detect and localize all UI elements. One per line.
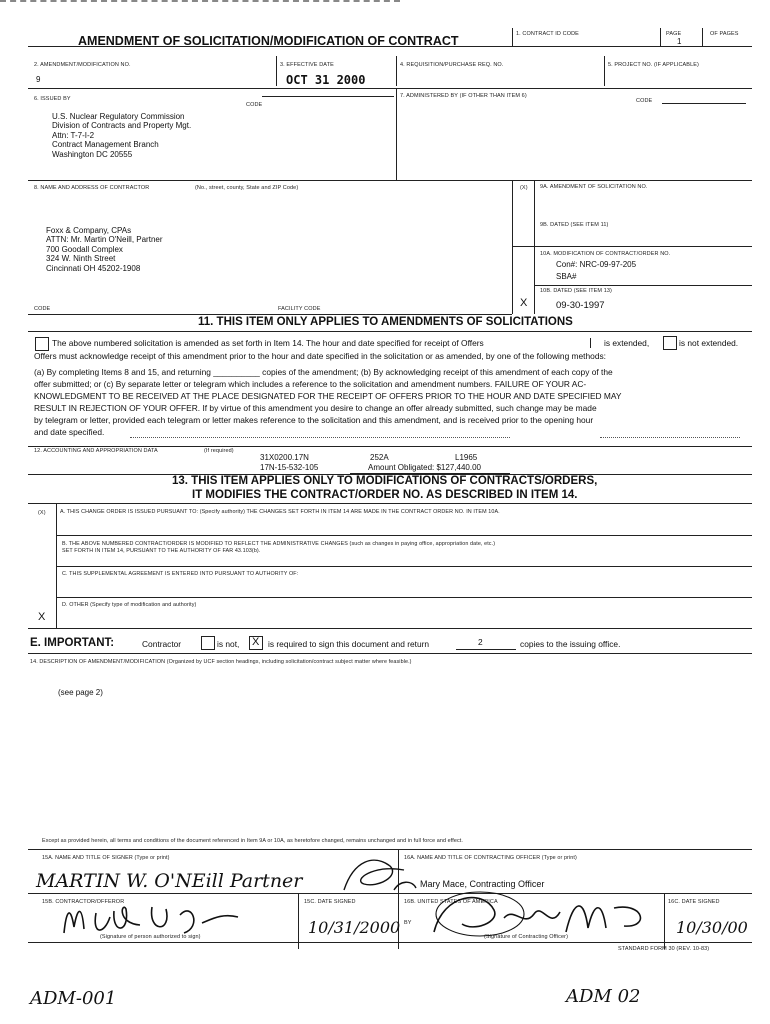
- item-10a-label: 10A. MODIFICATION OF CONTRACT/ORDER NO.: [540, 251, 671, 257]
- date-15c: 10/31/2000: [308, 918, 401, 937]
- sig-caption-b: (Signature of Contracting Officer): [484, 934, 569, 940]
- scan-artifact: [0, 0, 400, 6]
- item13-a: A. THIS CHANGE ORDER IS ISSUED PURSUANT TO: (Specify authority) THE CHANGES SET FORTH IN ITEM 14 ARE MADE IN THE CONTRACT ORDER NO. IN ITEM 10A.: [60, 509, 500, 515]
- adm-left: ADM-001: [30, 988, 117, 1009]
- item13-b-line1: B. THE ABOVE NUMBERED CONTRACT/ORDER IS MODIFIED TO REFLECT THE ADMINISTRATIVE CHANGES (such as changes in paying office, appropriation date, etc.): [62, 541, 496, 547]
- item16b-label: 16B. UNITED STATES OF AMERICA: [404, 899, 498, 905]
- effective-date: OCT 31 2000: [286, 73, 366, 87]
- effective-date-label: 3. EFFECTIVE DATE: [280, 62, 334, 68]
- x-mark-10: X: [520, 297, 528, 309]
- item11-line5: KNOWLEDGMENT TO BE RECEIVED AT THE PLACE DESIGNATED FOR THE RECEIPT OF OFFERS PRIOR TO THE HOUR AND DATE SPECIFIED MAY: [34, 391, 622, 401]
- item13-d-mark: X: [38, 611, 46, 623]
- issuer-address: U.S. Nuclear Regulatory Commission Division of Contracts and Property Mgt. Attn: T-7-I-2 Contract Management Branch Washington DC 20555: [52, 112, 192, 159]
- requisition-label: 4. REQUISITION/PURCHASE REQ. NO.: [400, 62, 504, 68]
- is-not-extended-label: is not extended.: [679, 338, 739, 348]
- not-extended-checkbox[interactable]: [663, 336, 677, 350]
- page-value: 1: [677, 37, 682, 46]
- code-footer: CODE: [34, 306, 51, 312]
- acct-1: 31X0200.17N: [260, 453, 309, 462]
- contractor-label: 8. NAME AND ADDRESS OF CONTRACTOR: [34, 185, 150, 191]
- of-pages-label: OF PAGES: [710, 31, 739, 37]
- is-extended-label: is extended,: [604, 338, 650, 348]
- date-16c: 10/30/00: [676, 918, 748, 937]
- item12-if-required: (If required): [204, 448, 234, 454]
- issued-code-label: CODE: [246, 102, 263, 108]
- item13-header-2: IT MODIFIES THE CONTRACT/ORDER NO. AS DESCRIBED IN ITEM 14.: [192, 489, 578, 501]
- item15b-label: 15B. CONTRACTOR/OFFEROR: [42, 899, 125, 905]
- administered-code-label: CODE: [636, 98, 653, 104]
- adm-right: ADM 02: [566, 986, 641, 1007]
- contract-id-code-label: 1. CONTRACT ID CODE: [516, 31, 579, 37]
- item14-text: (see page 2): [58, 688, 103, 697]
- contractor-address: Foxx & Company, CPAs ATTN: Mr. Martin O'Neill, Partner 700 Goodall Complex 324 W. Ninth Street Cincinnati OH 45202-1908: [46, 226, 163, 273]
- is-required-label: is required to sign this document and return: [268, 639, 430, 649]
- item16a-label: 16A. NAME AND TITLE OF CONTRACTING OFFICER (Type or print): [404, 855, 577, 861]
- amendment-no-label: 2. AMENDMENT/MODIFICATION NO.: [34, 62, 131, 68]
- administered-by-label: 7. ADMINISTERED BY (IF OTHER THAN ITEM 6): [400, 93, 527, 99]
- item15a-label: 15A. NAME AND TITLE OF SIGNER (Type or print): [42, 855, 170, 861]
- item-10b-label: 10B. DATED (SEE ITEM 13): [540, 288, 612, 294]
- item11-line6: RESULT IN REJECTION OF YOUR OFFER. If by virtue of this amendment you desire to change an offer already submitted, such change may be made: [34, 403, 597, 413]
- x-col-label: (X): [520, 185, 528, 191]
- item11-line8: and date specified.: [34, 427, 105, 437]
- item-9a-label: 9A. AMENDMENT OF SOLICITATION NO.: [540, 184, 648, 190]
- item13-d: D. OTHER (Specify type of modification and authority): [62, 602, 197, 608]
- amendment-no: 9: [36, 75, 41, 84]
- item13-b-line2: SET FORTH IN ITEM 14, PURSUANT TO THE AUTHORITY OF FAR 43.103(b).: [62, 548, 261, 554]
- page-label: PAGE: [666, 31, 682, 37]
- item13-x-label: (X): [38, 510, 46, 516]
- acct-2: 252A: [370, 453, 389, 462]
- standard-form: STANDARD FORM 30 (REV. 10-83): [618, 946, 710, 952]
- sba-label: SBA#: [556, 272, 577, 281]
- item12-label: 12. ACCOUNTING AND APPROPRIATION DATA: [34, 448, 158, 454]
- item14-label: 14. DESCRIPTION OF AMENDMENT/MODIFICATION (Organized by UCF section headings, including solicitation/contract subject matter where feasible.): [30, 659, 412, 665]
- item-9b-label: 9B. DATED (SEE ITEM 11): [540, 222, 609, 228]
- item16c-label: 16C. DATE SIGNED: [668, 899, 720, 905]
- contractor-word: Contractor: [142, 639, 182, 649]
- item-10b-date: 09-30-1997: [556, 300, 605, 311]
- contractor-hint: (No., street, county, State and ZIP Code): [195, 185, 299, 191]
- item11-line3: (a) By completing Items 8 and 15, and returning __________ copies of the amendment; (b) By acknowledging receipt of this amendment of each copy of the: [34, 367, 613, 377]
- co-name: Mary Mace, Contracting Officer: [420, 879, 545, 889]
- project-no-label: 5. PROJECT NO. (IF APPLICABLE): [608, 62, 699, 68]
- copies-to-label: copies to the issuing office.: [520, 639, 621, 649]
- copies-count: 2: [478, 637, 483, 647]
- item11-line4: offer submitted; or (c) By separate letter or telegram which includes a reference to the solicitation and amendment numbers. FAILURE OF YOUR AC-: [34, 379, 587, 389]
- is-not-label: is not,: [217, 639, 240, 649]
- issued-by-label: 6. ISSUED BY: [34, 96, 71, 102]
- facility-code: FACILITY CODE: [278, 306, 321, 312]
- contracting-officer-signature: [414, 888, 664, 942]
- signature-scribble: [334, 850, 424, 898]
- item11-line7: by telegram or letter, provided each telegram or letter makes reference to the solicitation and this amendment, and is received prior to the opening hour: [34, 415, 594, 425]
- important-label: E. IMPORTANT:: [30, 637, 115, 649]
- signer-name: MARTIN W. O'NEill Partner: [36, 870, 303, 892]
- extended-checkbox[interactable]: [590, 338, 599, 348]
- sig-caption-a: (Signature of person authorized to sign): [100, 934, 201, 940]
- amount-obligated: Amount Obligated: $127,440.00: [368, 463, 481, 472]
- item11-checkbox[interactable]: [35, 337, 49, 351]
- item11-line1: The above numbered solicitation is amended as set forth in Item 14. The hour and date specified for receipt of Offers: [52, 338, 484, 348]
- is-not-checkbox[interactable]: [201, 636, 215, 650]
- except-statement: Except as provided herein, all terms and conditions of the document referenced in Item 9A or 10A, as heretofore changed, remains unchanged and in full force and effect.: [42, 838, 463, 844]
- item11-header: 11. THIS ITEM ONLY APPLIES TO AMENDMENTS OF SOLICITATIONS: [198, 316, 573, 328]
- item15c-label: 15C. DATE SIGNED: [304, 899, 356, 905]
- acct-4: 17N-15-532-105: [260, 463, 319, 472]
- acct-3: L1965: [455, 453, 478, 462]
- contractor-signature: [52, 893, 252, 939]
- item11-line2: Offers must acknowledge receipt of this amendment prior to the hour and date specified in the solicitation or as amended, by one of the following methods:: [34, 351, 606, 361]
- form-title: AMENDMENT OF SOLICITATION/MODIFICATION OF CONTRACT: [78, 34, 459, 48]
- item13-c: C. THIS SUPPLEMENTAL AGREEMENT IS ENTERED INTO PURSUANT TO AUTHORITY OF:: [62, 571, 299, 577]
- item13-header-1: 13. THIS ITEM APPLIES ONLY TO MODIFICATIONS OF CONTRACTS/ORDERS,: [172, 475, 598, 487]
- is-required-x: X: [252, 636, 260, 648]
- by-label: BY: [404, 920, 412, 926]
- con-number: Con#: NRC-09-97-205: [556, 260, 637, 269]
